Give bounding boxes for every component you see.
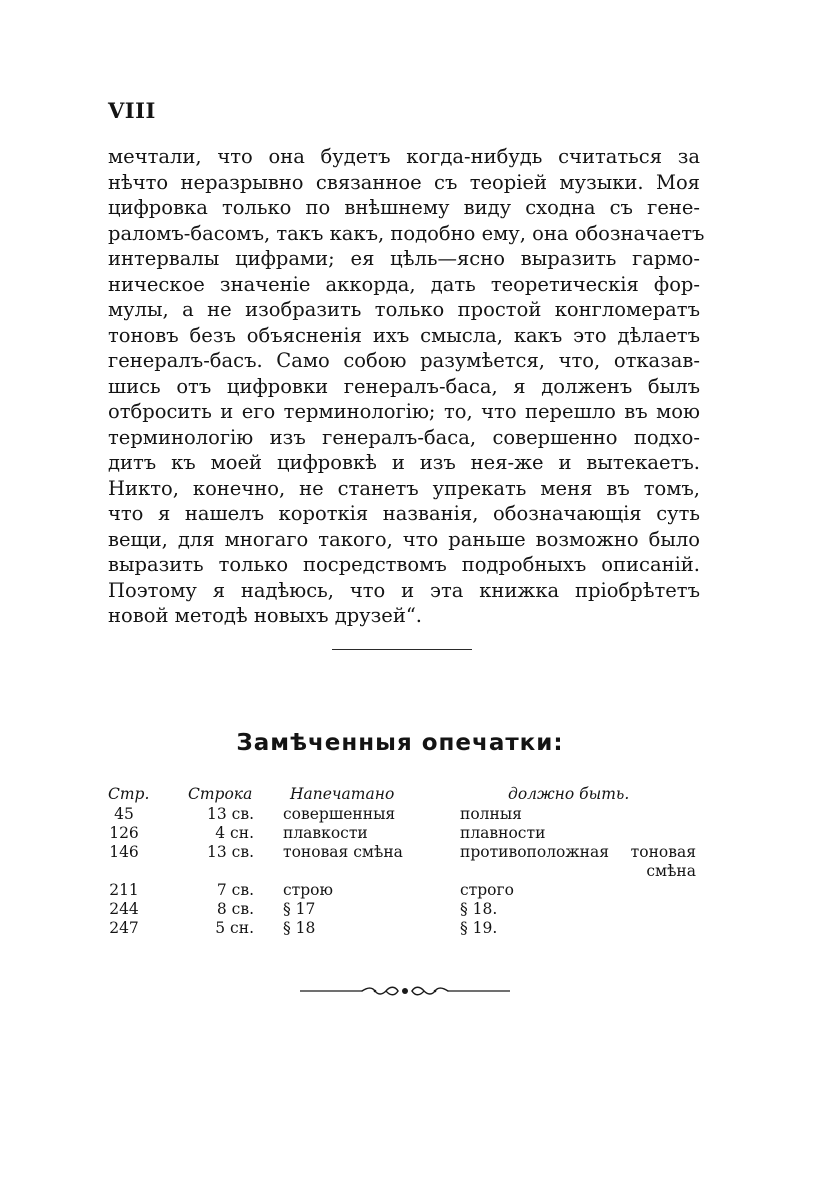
cell-correct: строго	[460, 881, 514, 899]
errata-title: Замѣченныя опечатки:	[236, 730, 564, 756]
cell-printed: совершенныя	[283, 805, 396, 823]
body-line: новой методѣ новыхъ друзей“.	[108, 604, 422, 627]
errata-header-row	[108, 785, 708, 804]
body-line: ническое значеніе аккорда, дать теоретическія фор-	[108, 272, 700, 296]
cell-page: 126	[109, 824, 139, 842]
cell-line: 13 св.	[207, 805, 254, 823]
header-printed: Напечатано	[290, 785, 395, 803]
errata-row	[108, 843, 708, 881]
cell-page: 244	[109, 900, 139, 918]
cell-line: 5 сн.	[215, 919, 254, 937]
cell-printed: тоновая смѣна	[283, 843, 403, 861]
cell-line: 7 св.	[216, 881, 254, 899]
body-line: тоновъ безъ объясненія ихъ смысла, какъ это дѣлаетъ	[108, 323, 700, 347]
cell-correct: плавности	[460, 824, 546, 842]
header-line: Строка	[188, 785, 253, 803]
cell-correct: полныя	[460, 805, 522, 823]
body-line: Никто, конечно, не станетъ упрекать меня въ томъ,	[108, 476, 700, 500]
errata-row	[108, 919, 708, 938]
cell-printed: строю	[283, 881, 334, 899]
cell-correct: противоположная тоновая смѣна	[460, 843, 696, 880]
cell-line: 13 св.	[207, 843, 254, 861]
body-line: цифровка только по внѣшнему виду сходна съ гене-	[108, 196, 700, 219]
body-line: дитъ къ моей цифровкѣ и изъ нея-же и вытекаетъ.	[108, 451, 700, 474]
header-correct: должно быть.	[508, 785, 630, 803]
body-line: вещи, для многаго такого, что раньше возможно было	[108, 527, 700, 551]
cell-page: 247	[109, 919, 139, 937]
cell-correct: § 18.	[460, 900, 498, 918]
body-line: выразить только посредствомъ подробныхъ описаній.	[108, 553, 700, 576]
end-ornament	[300, 982, 510, 1000]
errata-row	[108, 824, 708, 843]
body-line: шись отъ цифровки генералъ-баса, я долженъ былъ	[108, 374, 700, 398]
body-line: терминологію изъ генералъ-баса, совершенно подхо-	[108, 425, 700, 449]
errata-table	[108, 785, 708, 938]
header-page: Стр.	[108, 785, 150, 803]
body-line: генералъ-басъ. Само собою разумѣется, что, отказав-	[108, 349, 700, 372]
errata-row	[108, 881, 708, 900]
errata-row	[108, 805, 708, 824]
body-line: что я нашелъ короткія названія, обозначающія суть	[108, 502, 700, 525]
errata-row	[108, 900, 708, 919]
body-paragraph	[108, 144, 705, 629]
cell-line: 8 св.	[216, 900, 254, 918]
cell-page: 146	[109, 843, 139, 861]
cell-printed: § 18	[283, 919, 316, 937]
cell-page: 211	[109, 881, 139, 899]
cell-line: 4 сн.	[215, 824, 254, 842]
body-line: Поэтому я надѣюсь, что и эта книжка пріобрѣтетъ	[108, 578, 700, 602]
body-line: мулы, а не изобразить только простой конгломератъ	[108, 298, 700, 321]
page-number: VIII	[108, 98, 156, 123]
section-divider	[332, 649, 472, 650]
cell-printed: § 17	[283, 900, 316, 918]
body-line: отбросить и его терминологію; то, что перешло въ мою	[108, 400, 700, 423]
body-line: интервалы цифрами; ея цѣль—ясно выразить гармо-	[108, 247, 700, 270]
body-line: нѣчто неразрывно связанное съ теоріей музыки. Моя	[108, 170, 700, 194]
body-line: раломъ-басомъ, такъ какъ, подобно ему, она обозначаетъ	[108, 221, 705, 245]
cell-correct: § 19.	[460, 919, 498, 937]
cell-printed: плавкости	[283, 824, 368, 842]
cell-page: 45	[114, 805, 134, 823]
body-line: мечтали, что она будетъ когда-нибудь считаться за	[108, 145, 700, 168]
